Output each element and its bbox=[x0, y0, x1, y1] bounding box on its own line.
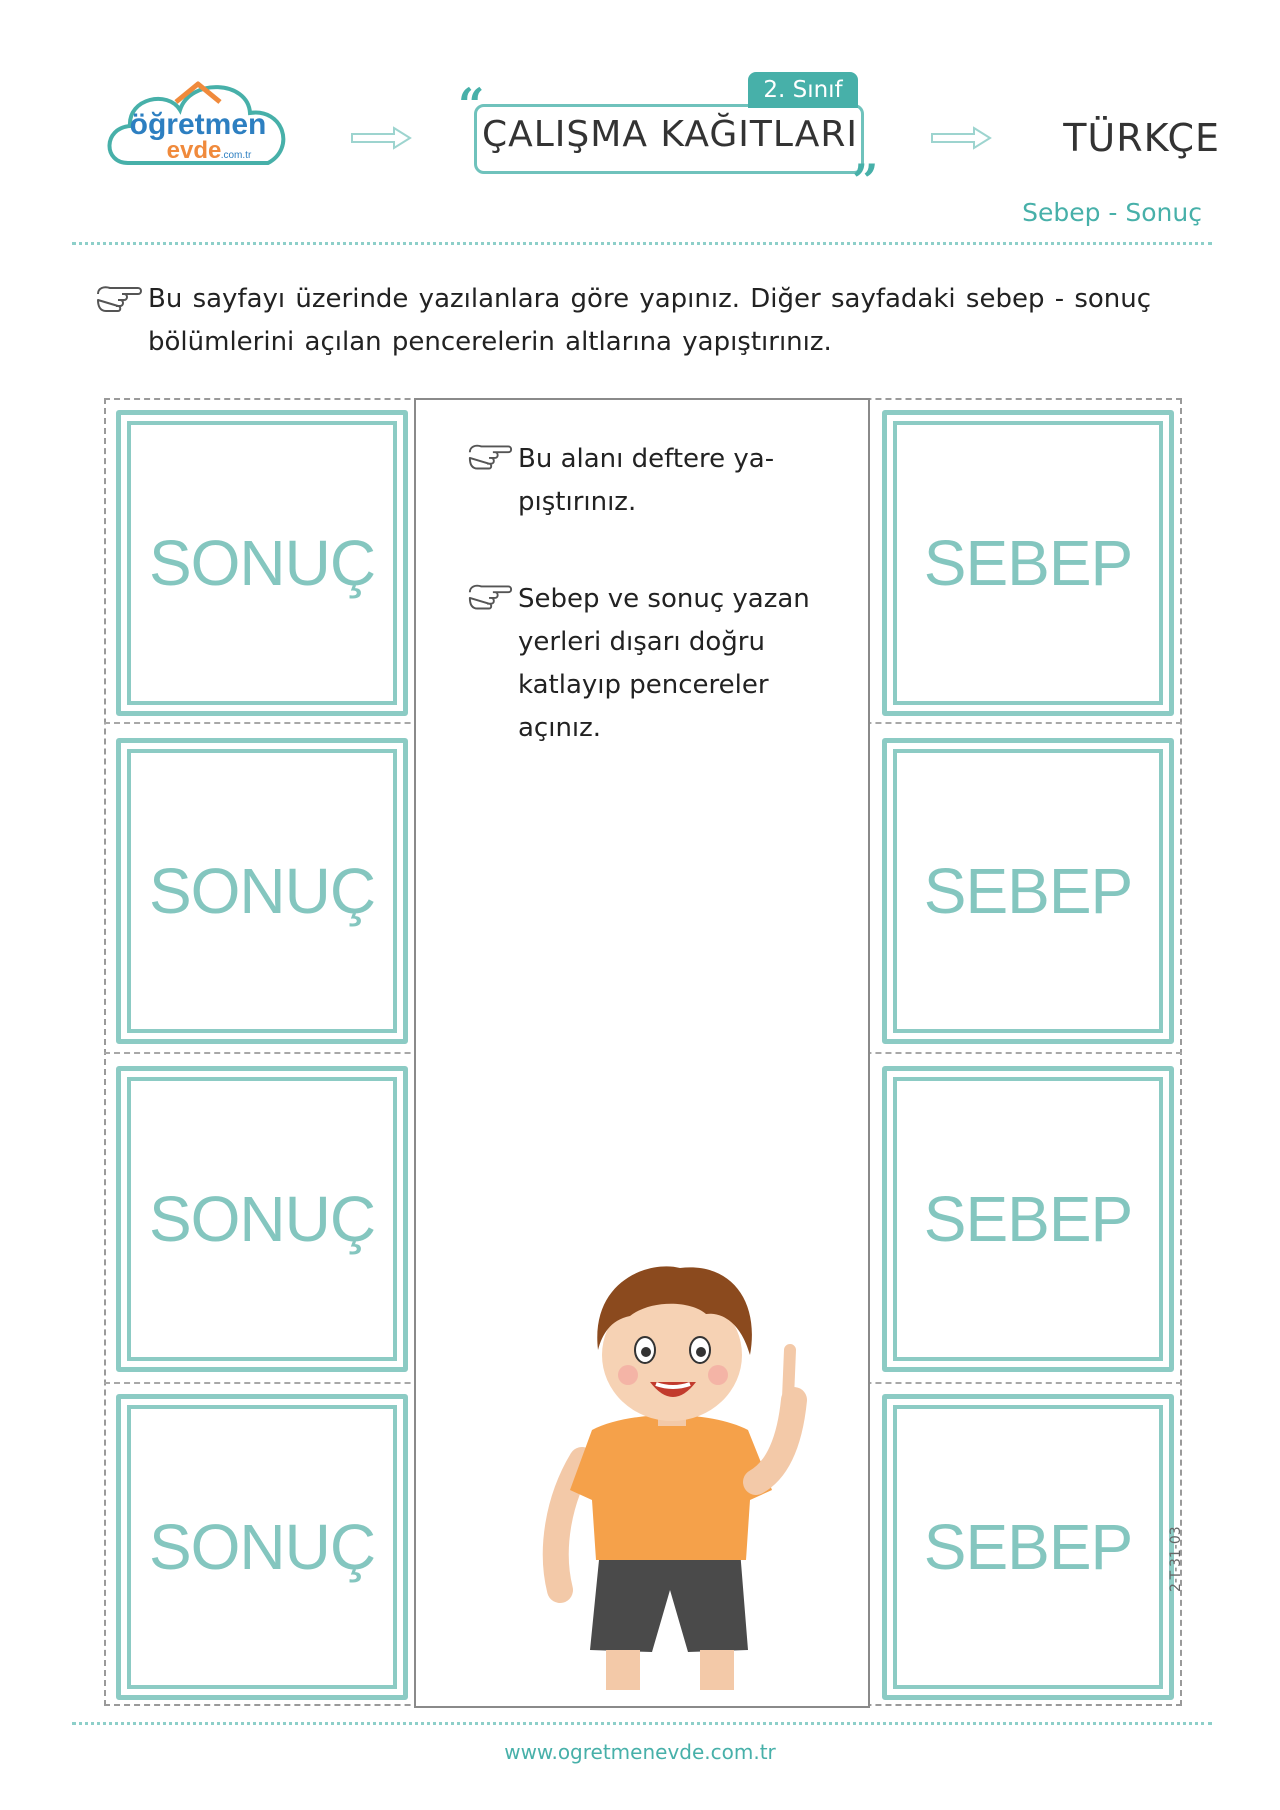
svg-text:öğretmen: öğretmen bbox=[129, 108, 267, 141]
sebep-label: SEBEP bbox=[923, 855, 1133, 927]
glue-note-text: Bu alanı deftere ya- pıştırınız. bbox=[518, 444, 775, 517]
subject-title: TÜRKÇE bbox=[1063, 116, 1220, 160]
website-link[interactable]: www.ogretmenevde.com.tr bbox=[504, 1740, 776, 1764]
sonuc-label: SONUÇ bbox=[148, 527, 376, 599]
instruction-text: Bu sayfayı üzerinde yazılanlara göre yapınız. Diğer sayfadaki sebep - sonuç bölümlerini açılan pencerelerin altlarına yapıştırınız. bbox=[148, 284, 1152, 357]
sebep-card[interactable] bbox=[882, 1066, 1174, 1372]
sonuc-card[interactable] bbox=[116, 738, 408, 1044]
sonuc-card[interactable] bbox=[116, 1394, 408, 1700]
arrow-right-icon bbox=[930, 126, 992, 150]
sonuc-label: SONUÇ bbox=[148, 1183, 376, 1255]
grade-badge: 2. Sınıf bbox=[748, 72, 858, 108]
pointing-hand-icon bbox=[466, 438, 514, 476]
sebep-card[interactable] bbox=[882, 1394, 1174, 1700]
sebep-label: SEBEP bbox=[923, 1183, 1133, 1255]
header-divider bbox=[72, 242, 1212, 245]
worksheet-code: 2-T-31-03 bbox=[1168, 1526, 1184, 1592]
svg-text:evde: evde bbox=[166, 137, 222, 164]
svg-text:.com.tr: .com.tr bbox=[220, 150, 252, 161]
sheet-title: ÇALIŞMA KAĞITLARI bbox=[481, 114, 859, 155]
sonuc-label: SONUÇ bbox=[148, 855, 376, 927]
ogretmenevde-logo bbox=[98, 68, 298, 193]
sonuc-label: SONUÇ bbox=[148, 1511, 376, 1583]
sebep-card[interactable] bbox=[882, 410, 1174, 716]
pointing-hand-icon bbox=[466, 578, 514, 616]
sebep-card[interactable] bbox=[882, 738, 1174, 1044]
fold-note-text: Sebep ve sonuç yazan yerleri dışarı doğru katlayıp pencereler açınız. bbox=[518, 584, 810, 743]
arrow-right-icon bbox=[350, 126, 412, 150]
sonuc-card[interactable] bbox=[116, 410, 408, 716]
close-quote-icon: ” bbox=[852, 154, 879, 208]
footer-divider bbox=[72, 1722, 1212, 1725]
boy-pointing-illustration bbox=[510, 1250, 830, 1700]
pointing-hand-icon bbox=[94, 280, 144, 318]
sebep-label: SEBEP bbox=[923, 527, 1133, 599]
sebep-label: SEBEP bbox=[923, 1511, 1133, 1583]
topic-subtitle: Sebep - Sonuç bbox=[1022, 198, 1202, 227]
sonuc-card[interactable] bbox=[116, 1066, 408, 1372]
open-quote-icon: “ bbox=[458, 78, 485, 132]
